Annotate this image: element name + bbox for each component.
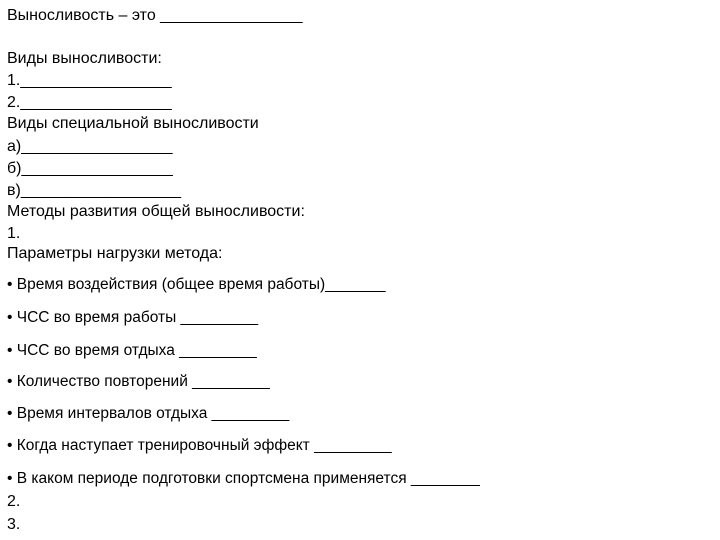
methods-heading: Методы развития общей выносливости: <box>7 203 305 220</box>
param-item-training-period: • В каком периоде подготовки спортсмена применяется ________ <box>7 470 480 487</box>
method-item-2: 2. <box>7 493 21 510</box>
param-item-training-effect: • Когда наступает тренировочный эффект _________ <box>7 437 392 454</box>
types-item-2: 2._________________ <box>7 94 172 111</box>
param-item-rest-interval: • Время интервалов отдыха _________ <box>7 405 290 422</box>
definition-line: Выносливость – это ________________ <box>7 7 303 24</box>
param-item-hr-work: • ЧСС во время работы _________ <box>7 309 259 326</box>
params-heading: Параметры нагрузки метода: <box>7 245 223 262</box>
special-item-a: а)_________________ <box>7 138 173 155</box>
types-item-1: 1._________________ <box>7 72 172 89</box>
param-item-hr-rest: • ЧСС во время отдыха _________ <box>7 342 257 359</box>
special-item-v: в)__________________ <box>7 182 181 199</box>
param-item-duration: • Время воздействия (общее время работы)_______ <box>7 276 386 293</box>
param-item-repetitions: • Количество повторений _________ <box>7 373 270 390</box>
types-heading: Виды выносливости: <box>7 50 162 67</box>
method-item-3: 3. <box>7 516 21 533</box>
special-item-b: б)_________________ <box>7 160 173 177</box>
special-heading: Виды специальной выносливости <box>7 115 259 132</box>
method-item-1: 1. <box>7 225 21 242</box>
